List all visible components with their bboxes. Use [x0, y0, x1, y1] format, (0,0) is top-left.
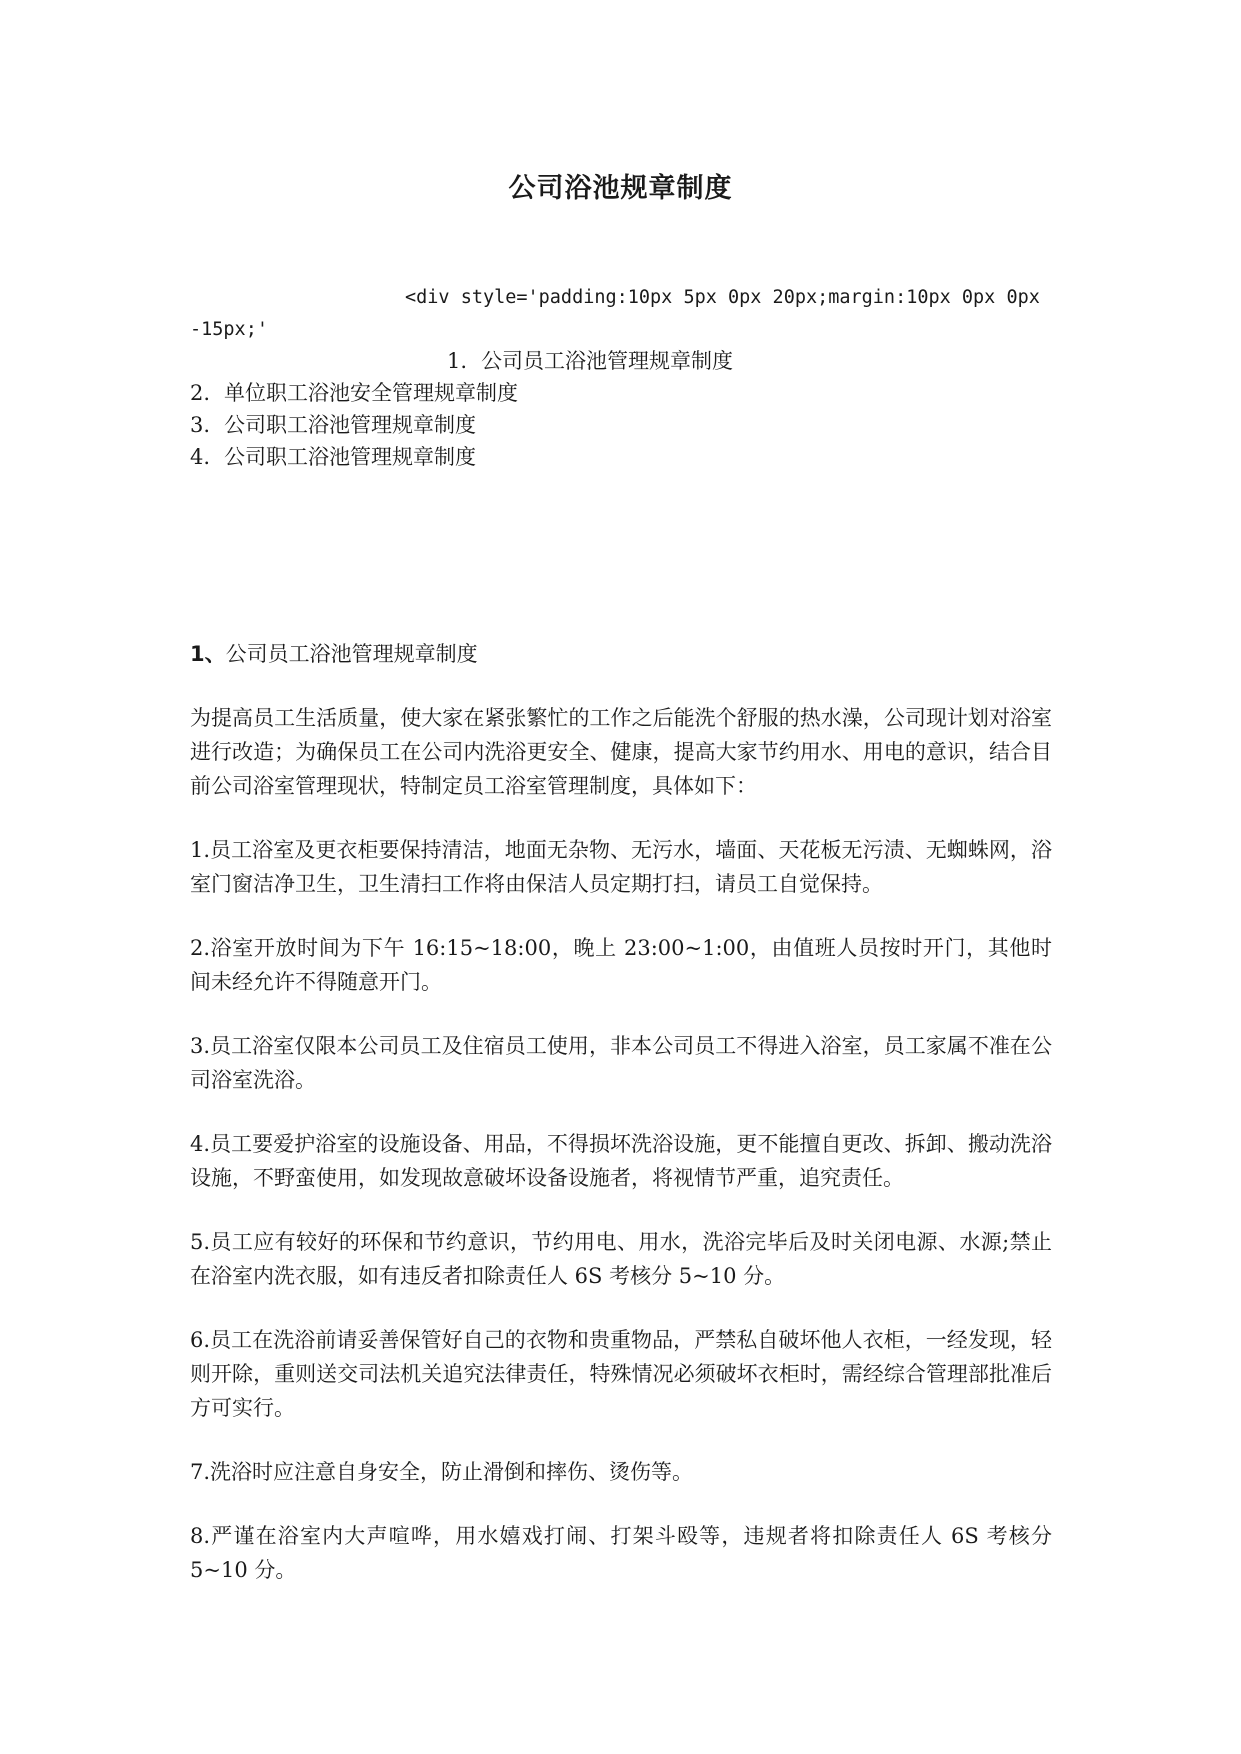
toc-item[interactable] [190, 409, 1060, 441]
toc-item-label: 公司员工浴池管理规章制度 [481, 349, 733, 373]
document-body [190, 637, 1052, 1617]
raw-html-text [190, 282, 1060, 346]
rule-paragraph: 3.员工浴室仅限本公司员工及住宿员工使用，非本公司员工不得进入浴室，员工家属不准在公司浴室洗浴。 [190, 1034, 1052, 1092]
rule-paragraph: 1.员工浴室及更衣柜要保持清洁，地面无杂物、无污水，墙面、天花板无污渍、无蜘蛛网，浴室门窗洁净卫生，卫生清扫工作将由保洁人员定期打扫，请员工自觉保持。 [190, 838, 1052, 896]
toc-item-label: 单位职工浴池安全管理规章制度 [224, 381, 518, 405]
rule-paragraph: 2.浴室开放时间为下午 16:15~18:00，晚上 23:00~1:00，由值班人员按时开门，其他时间未经允许不得随意开门。 [190, 936, 1052, 994]
toc-item-number: 4. [190, 445, 211, 469]
toc-item-number: 2. [190, 381, 211, 405]
section-heading-text: 公司员工浴池管理规章制度 [225, 642, 478, 666]
rule-paragraph: 4.员工要爱护浴室的设施设备、用品，不得损坏洗浴设施，更不能擅自更改、拆卸、搬动洗浴设施，不野蛮使用，如发现故意破坏设备设施者，将视情节严重，追究责任。 [190, 1132, 1052, 1190]
toc-item-number: 3. [190, 413, 211, 437]
rule-paragraph: 5.员工应有较好的环保和节约意识，节约用电、用水，洗浴完毕后及时关闭电源、水源;禁止在浴室内洗衣服，如有违反者扣除责任人 6S 考核分 5~10 分。 [190, 1230, 1052, 1288]
toc-item-label: 公司职工浴池管理规章制度 [224, 413, 476, 437]
rule-paragraph: 7.洗浴时应注意自身安全，防止滑倒和摔伤、烫伤等。 [190, 1460, 694, 1484]
rule-paragraph: 6.员工在洗浴前请妥善保管好自己的衣物和贵重物品，严禁私自破坏他人衣柜，一经发现，轻则开除，重则送交司法机关追究法律责任，特殊情况必须破坏衣柜时，需经综合管理部批准后方可实行。 [190, 1328, 1052, 1420]
raw-html-line-2: -15px;' [190, 319, 268, 340]
toc-item[interactable] [190, 377, 1060, 409]
section-heading [190, 637, 1052, 671]
toc-item-label: 公司职工浴池管理规章制度 [224, 445, 476, 469]
toc-item-number: 1. [447, 349, 468, 373]
document-title: 公司浴池规章制度 [508, 173, 733, 204]
toc-item[interactable] [190, 345, 1060, 377]
intro-paragraph: 为提高员工生活质量，使大家在紧张繁忙的工作之后能洗个舒服的热水澡，公司现计划对浴室进行改造；为确保员工在公司内洗浴更安全、健康，提高大家节约用水、用电的意识，结合目前公司浴室管理现状，特制定员工浴室管理制度，具体如下： [190, 706, 1052, 798]
section-number: 1、 [190, 642, 226, 666]
raw-html-line-1 [190, 282, 1060, 314]
toc-item[interactable] [190, 441, 1060, 473]
rule-paragraph: 8.严谨在浴室内大声喧哗，用水嬉戏打闹、打架斗殴等，违规者将扣除责任人 6S 考核分 5~10 分。 [190, 1524, 1052, 1582]
raw-html-line-1-text: <div style='padding:10px 5px 0px 20px;margin:10px 0px 0px [405, 287, 1040, 308]
table-of-contents [190, 345, 1060, 473]
